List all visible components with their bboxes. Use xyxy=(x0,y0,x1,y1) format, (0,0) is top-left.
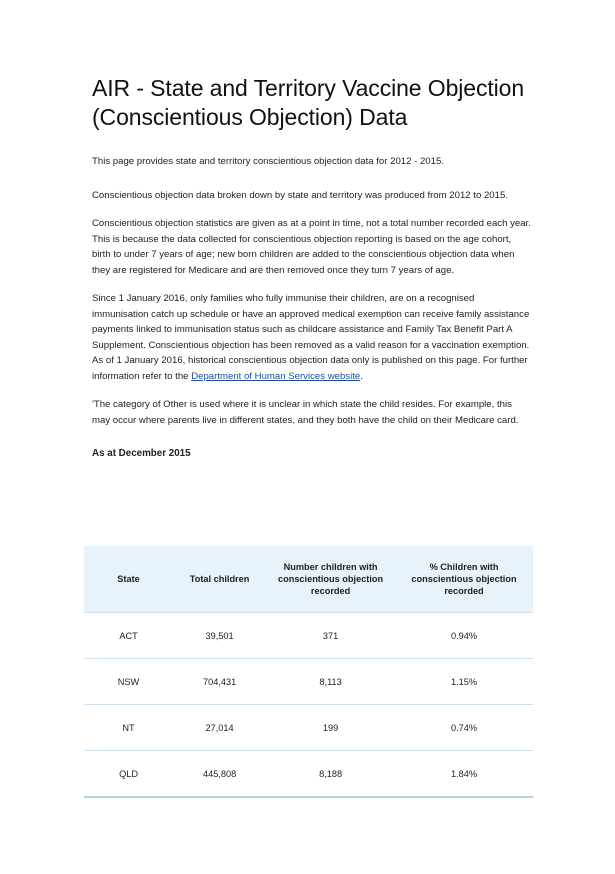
policy-text-end: . xyxy=(360,370,363,382)
statistics-paragraph: Conscientious objection statistics are given as at a point in time, not a total number recorded each year. This is because the data collected for conscientious objection reporting is based on the age cohort, birth to under 7 years of age; new born children are added to the conscientious objection data when they are registered for Medicare and are then removed once they turn 7 years of age. xyxy=(92,218,531,276)
policy-paragraph xyxy=(92,291,532,384)
dhs-website-link[interactable]: Department of Human Services website xyxy=(191,370,361,382)
cell-number: 371 xyxy=(266,613,395,659)
cell-number: 8,188 xyxy=(266,751,395,798)
table-row xyxy=(84,613,533,659)
objection-table xyxy=(84,546,533,798)
page-title: AIR - State and Territory Vaccine Objection (Conscientious Objection) Data xyxy=(92,75,525,130)
header-state: State xyxy=(84,546,173,613)
cell-percent: 1.15% xyxy=(395,659,533,705)
cell-total: 39,501 xyxy=(173,613,266,659)
table-row xyxy=(84,705,533,751)
table-caption: As at December 2015 xyxy=(92,448,191,459)
content-column xyxy=(92,74,532,459)
other-category-paragraph: 'The category of Other is used where it is unclear in which state the child resides. For example, this may occur where parents live in different states, and they both have the child on their Medicare card. xyxy=(92,399,519,426)
cell-number: 199 xyxy=(266,705,395,751)
table-header-row xyxy=(84,546,533,613)
cell-percent: 0.94% xyxy=(395,613,533,659)
range-paragraph: Conscientious objection data broken down by state and territory was produced from 2012 to 2015. xyxy=(92,189,508,201)
cell-state: NT xyxy=(84,705,173,751)
table-row xyxy=(84,659,533,705)
header-percent-objection: % Children with conscientious objection recorded xyxy=(395,546,533,613)
cell-state: QLD xyxy=(84,751,173,798)
cell-total: 27,014 xyxy=(173,705,266,751)
table-row xyxy=(84,751,533,798)
cell-number: 8,113 xyxy=(266,659,395,705)
cell-percent: 0.74% xyxy=(395,705,533,751)
cell-state: ACT xyxy=(84,613,173,659)
header-total-children: Total children xyxy=(173,546,266,613)
policy-text: Since 1 January 2016, only families who fully immunise their children, are on a recognised immunisation catch up schedule or have an approved medical exemption can receive family assistance payments linked to immunisation status such as childcare assistance and Family Tax Benefit Part A Supplement. Conscientious objection has been removed as a valid reason for a vaccination exemption. As of 1 January 2016, historical conscientious objection data only is published on this page. For further information refer to the xyxy=(92,293,530,382)
cell-percent: 1.84% xyxy=(395,751,533,798)
header-number-objection: Number children with conscientious objection recorded xyxy=(266,546,395,613)
cell-state: NSW xyxy=(84,659,173,705)
cell-total: 445,808 xyxy=(173,751,266,798)
intro-paragraph: This page provides state and territory conscientious objection data for 2012 - 2015. xyxy=(92,156,444,167)
cell-total: 704,431 xyxy=(173,659,266,705)
